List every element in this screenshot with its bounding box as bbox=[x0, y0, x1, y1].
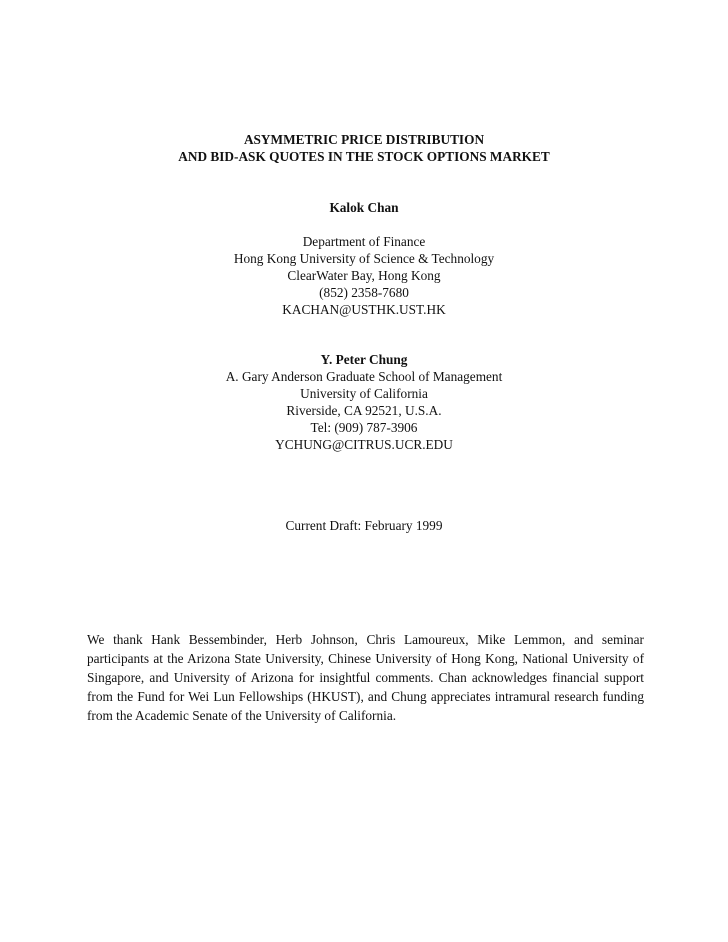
author2-address: Riverside, CA 92521, U.S.A. bbox=[286, 403, 442, 418]
author2-email: YCHUNG@CITRUS.UCR.EDU bbox=[275, 437, 453, 452]
acknowledgement: We thank Hank Bessembinder, Herb Johnson, Chris Lamoureux, Mike Lemmon, and seminar participants at the Arizona State University, Chinese University of Hong Kong, National University of Singapore, and University of Arizona for insightful comments. Chan acknowledges financial support from the Fund for Wei Lun Fellowships (HKUST), and Chung appreciates intramural research funding from the Academic Senate of the University of California. bbox=[87, 632, 644, 723]
author1-affiliation bbox=[0, 233, 728, 318]
author2-university: University of California bbox=[300, 386, 428, 401]
paper-title bbox=[0, 131, 728, 165]
author1-dept: Department of Finance bbox=[302, 234, 426, 249]
author1-name: Kalok Chan bbox=[329, 200, 399, 215]
author2-school: A. Gary Anderson Graduate School of Management bbox=[225, 369, 503, 384]
author2-phone: Tel: (909) 787-3906 bbox=[310, 420, 418, 435]
author1-address: ClearWater Bay, Hong Kong bbox=[287, 268, 441, 283]
title-line-1: ASYMMETRIC PRICE DISTRIBUTION bbox=[243, 132, 485, 147]
title-line-2: AND BID-ASK QUOTES IN THE STOCK OPTIONS MARKET bbox=[178, 149, 550, 164]
draft-date: Current Draft: February 1999 bbox=[285, 518, 443, 533]
author1-email: KACHAN@USTHK.UST.HK bbox=[282, 302, 446, 317]
author2-name: Y. Peter Chung bbox=[320, 352, 408, 367]
author2-affiliation bbox=[0, 368, 728, 453]
author1-university: Hong Kong University of Science & Technology bbox=[233, 251, 495, 266]
author1-phone: (852) 2358-7680 bbox=[319, 285, 409, 300]
